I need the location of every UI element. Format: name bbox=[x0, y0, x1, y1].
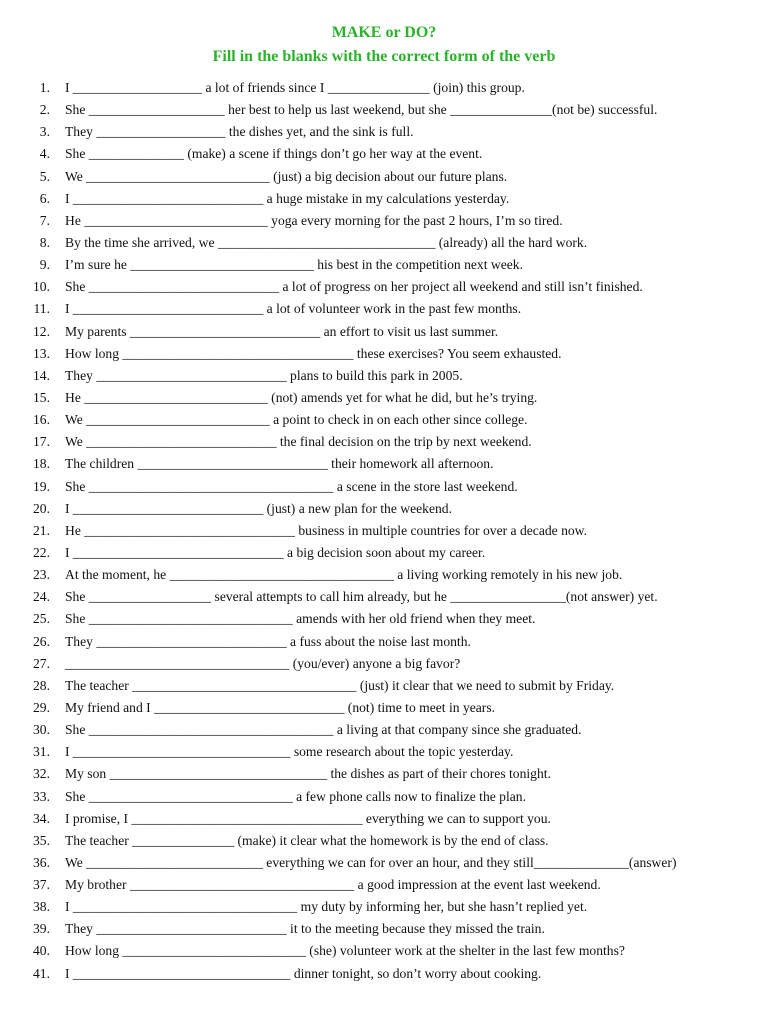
exercise-item bbox=[0, 763, 768, 785]
exercise-number: 7. bbox=[39, 212, 50, 228]
exercise-item bbox=[0, 343, 768, 365]
exercise-item bbox=[0, 918, 768, 940]
exercise-sentence: He ___________________________ (not) amends yet for what he did, but he’s trying. bbox=[65, 389, 538, 405]
exercise-sentence: They ____________________________ a fuss about the noise last month. bbox=[65, 633, 471, 649]
exercise-sentence: I promise, I __________________________________ everything we can to support you. bbox=[65, 810, 551, 826]
exercise-item bbox=[0, 232, 768, 254]
exercise-number: 39. bbox=[33, 921, 50, 937]
exercise-number: 19. bbox=[33, 478, 50, 494]
exercise-item bbox=[0, 719, 768, 741]
exercise-number: 6. bbox=[39, 190, 50, 206]
exercise-sentence: She ______________________________ amends with her old friend when they meet. bbox=[65, 611, 536, 627]
worksheet-title: MAKE or DO? bbox=[331, 24, 437, 41]
worksheet-instructions: Fill in the blanks with the correct form of the verb bbox=[212, 48, 556, 65]
exercise-number: 11. bbox=[33, 301, 50, 317]
exercise-number: 38. bbox=[33, 899, 50, 915]
exercise-number: 36. bbox=[33, 854, 50, 870]
exercise-sentence: She ____________________________________ a scene in the store last weekend. bbox=[65, 478, 518, 494]
exercise-sentence: We ____________________________ the final decision on the trip by next weekend. bbox=[65, 434, 532, 450]
exercise-number: 3. bbox=[39, 124, 50, 140]
exercise-number: 9. bbox=[39, 257, 50, 273]
exercise-sentence: She ______________________________ a few phone calls now to finalize the plan. bbox=[65, 788, 526, 804]
exercise-number: 1. bbox=[39, 80, 50, 95]
exercise-item bbox=[0, 653, 768, 675]
exercise-sentence: They ___________________ the dishes yet, and the sink is full. bbox=[65, 124, 414, 140]
exercise-number: 24. bbox=[33, 589, 50, 605]
exercise-item bbox=[0, 940, 768, 962]
exercise-item bbox=[0, 409, 768, 431]
exercise-item bbox=[0, 77, 768, 99]
exercise-number: 2. bbox=[39, 102, 50, 118]
exercise-sentence: I’m sure he ___________________________ his best in the competition next week. bbox=[65, 257, 523, 273]
exercise-number: 16. bbox=[33, 412, 50, 428]
exercise-number: 5. bbox=[39, 168, 50, 184]
exercise-sentence: I ________________________________ dinner tonight, so don’t worry about cooking. bbox=[65, 965, 542, 981]
exercise-sentence: He ___________________________ yoga every morning for the past 2 hours, I’m so tired. bbox=[65, 212, 563, 228]
exercise-number: 15. bbox=[33, 389, 50, 405]
exercise-sentence: I ____________________________ (just) a new plan for the weekend. bbox=[65, 500, 452, 516]
exercise-item bbox=[0, 476, 768, 498]
exercise-number: 18. bbox=[33, 456, 50, 472]
exercise-item bbox=[0, 808, 768, 830]
exercise-sentence: How long __________________________________ these exercises? You seem exhausted. bbox=[65, 345, 562, 361]
exercise-sentence: She ____________________ her best to help us last weekend, but she _______________(not be) successful. bbox=[65, 102, 658, 118]
exercise-sentence: My son ________________________________ the dishes as part of their chores tonight. bbox=[65, 766, 551, 782]
exercise-item bbox=[0, 896, 768, 918]
exercise-sentence: I ____________________________ a lot of volunteer work in the past few months. bbox=[65, 301, 522, 317]
exercise-item bbox=[0, 143, 768, 165]
exercise-item bbox=[0, 874, 768, 896]
exercise-number: 31. bbox=[33, 744, 50, 760]
exercise-item bbox=[0, 254, 768, 276]
exercise-number: 4. bbox=[39, 146, 50, 162]
exercise-item bbox=[0, 564, 768, 586]
exercise-number: 37. bbox=[33, 877, 50, 893]
exercise-sentence: My friend and I ____________________________ (not) time to meet in years. bbox=[65, 699, 496, 715]
exercise-sentence: She ____________________________________ a living at that company since she graduated. bbox=[65, 722, 582, 738]
exercise-number: 8. bbox=[39, 234, 50, 250]
exercise-item bbox=[0, 631, 768, 653]
exercise-sentence: At the moment, he _________________________________ a living working remotely in his new job. bbox=[65, 567, 623, 583]
exercise-sentence: She ____________________________ a lot of progress on her project all weekend and still isn’t finished. bbox=[65, 279, 643, 295]
exercise-item bbox=[0, 276, 768, 298]
exercise-item bbox=[0, 321, 768, 343]
exercise-number: 34. bbox=[33, 810, 50, 826]
exercise-item bbox=[0, 608, 768, 630]
exercise-sentence: I ____________________________ a huge mistake in my calculations yesterday. bbox=[65, 190, 510, 206]
exercise-item bbox=[0, 453, 768, 475]
exercise-item bbox=[0, 852, 768, 874]
exercise-item bbox=[0, 542, 768, 564]
exercise-number: 25. bbox=[33, 611, 50, 627]
exercise-sentence: I ___________________ a lot of friends since I _______________ (join) this group. bbox=[65, 80, 525, 95]
exercise-item bbox=[0, 188, 768, 210]
exercise-item bbox=[0, 520, 768, 542]
exercise-item bbox=[0, 431, 768, 453]
exercise-sentence: The children ____________________________ their homework all afternoon. bbox=[65, 456, 494, 472]
exercise-item bbox=[0, 586, 768, 608]
exercise-list bbox=[0, 77, 768, 985]
exercise-item bbox=[0, 697, 768, 719]
exercise-item bbox=[0, 963, 768, 985]
exercise-sentence: My parents ____________________________ an effort to visit us last summer. bbox=[65, 323, 499, 339]
exercise-number: 14. bbox=[33, 367, 50, 383]
exercise-number: 29. bbox=[33, 699, 50, 715]
exercise-sentence: My brother _________________________________ a good impression at the event last weekend. bbox=[65, 877, 601, 893]
exercise-item bbox=[0, 387, 768, 409]
exercise-item bbox=[0, 786, 768, 808]
exercise-number: 40. bbox=[33, 943, 50, 959]
exercise-number: 13. bbox=[33, 345, 50, 361]
exercise-sentence: _________________________________ (you/ever) anyone a big favor? bbox=[65, 655, 461, 671]
exercise-number: 41. bbox=[33, 965, 50, 981]
exercise-number: 28. bbox=[33, 677, 50, 693]
exercise-sentence: I _______________________________ a big decision soon about my career. bbox=[65, 544, 486, 560]
exercise-number: 21. bbox=[33, 522, 50, 538]
exercise-item bbox=[0, 99, 768, 121]
exercise-item bbox=[0, 121, 768, 143]
exercise-sentence: We __________________________ everything we can for over an hour, and they still______________(answer) bbox=[65, 854, 677, 870]
exercise-item bbox=[0, 830, 768, 852]
exercise-number: 35. bbox=[33, 832, 50, 848]
exercise-sentence: She __________________ several attempts to call him already, but he _________________(not answer) yet. bbox=[65, 589, 658, 605]
exercise-number: 10. bbox=[33, 279, 50, 295]
exercise-sentence: They ____________________________ plans to build this park in 2005. bbox=[65, 367, 463, 383]
exercise-sentence: The teacher _______________ (make) it clear what the homework is by the end of class. bbox=[65, 832, 549, 848]
exercise-sentence: By the time she arrived, we ________________________________ (already) all the hard work. bbox=[65, 234, 588, 250]
exercise-number: 32. bbox=[33, 766, 50, 782]
exercise-item bbox=[0, 498, 768, 520]
exercise-sentence: The teacher _________________________________ (just) it clear that we need to submit by Friday. bbox=[65, 677, 615, 693]
exercise-sentence: He _______________________________ business in multiple countries for over a decade now. bbox=[65, 522, 588, 538]
exercise-number: 26. bbox=[33, 633, 50, 649]
exercise-sentence: I _________________________________ my duty by informing her, but she hasn’t replied yet. bbox=[65, 899, 588, 915]
exercise-sentence: We ___________________________ (just) a big decision about our future plans. bbox=[65, 168, 508, 184]
exercise-number: 22. bbox=[33, 544, 50, 560]
exercise-number: 27. bbox=[33, 655, 50, 671]
exercise-number: 23. bbox=[33, 567, 50, 583]
exercise-sentence: How long ___________________________ (she) volunteer work at the shelter in the last few months? bbox=[65, 943, 625, 959]
exercise-number: 33. bbox=[33, 788, 50, 804]
exercise-item bbox=[0, 365, 768, 387]
exercise-number: 17. bbox=[33, 434, 50, 450]
exercise-item bbox=[0, 166, 768, 188]
exercise-item bbox=[0, 298, 768, 320]
exercise-sentence: We ___________________________ a point to check in on each other since college. bbox=[65, 412, 528, 428]
exercise-sentence: They ____________________________ it to the meeting because they missed the train. bbox=[65, 921, 545, 937]
exercise-item bbox=[0, 675, 768, 697]
exercise-number: 12. bbox=[33, 323, 50, 339]
exercise-item bbox=[0, 741, 768, 763]
exercise-number: 30. bbox=[33, 722, 50, 738]
exercise-sentence: She ______________ (make) a scene if things don’t go her way at the event. bbox=[65, 146, 483, 162]
exercise-item bbox=[0, 210, 768, 232]
exercise-sentence: I ________________________________ some research about the topic yesterday. bbox=[65, 744, 514, 760]
exercise-number: 20. bbox=[33, 500, 50, 516]
